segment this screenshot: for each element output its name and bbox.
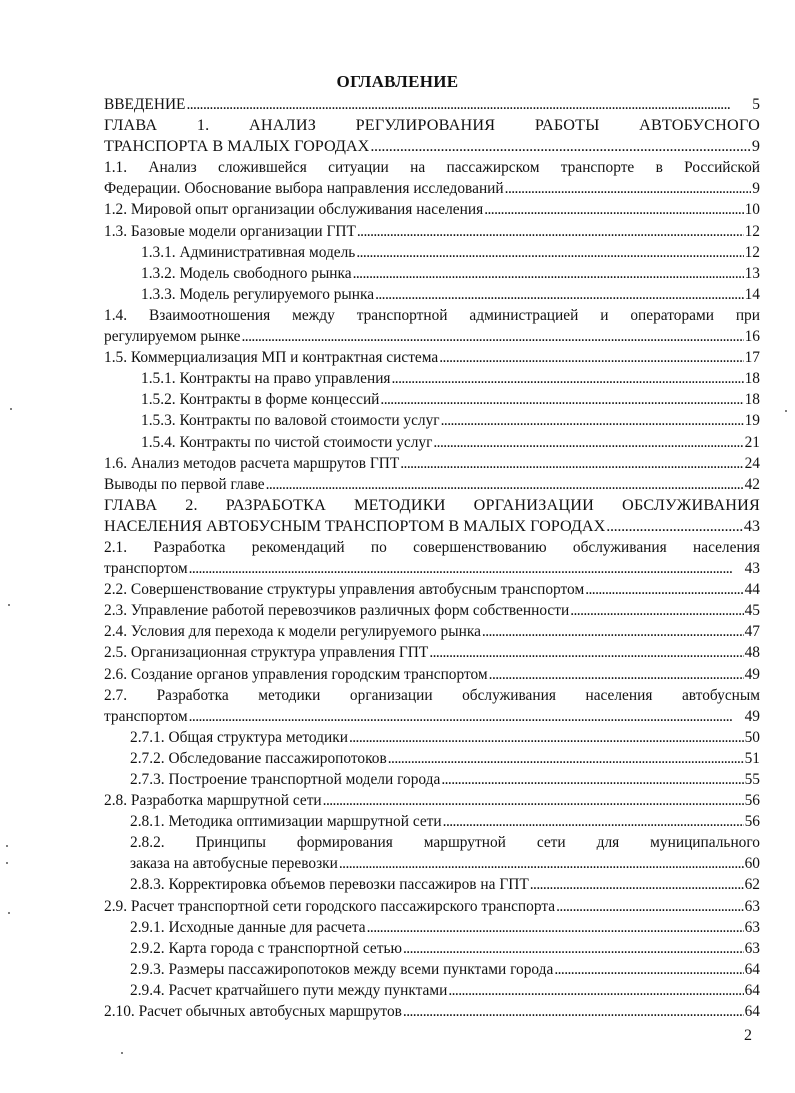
page-number: 2: [744, 1027, 752, 1044]
toc-entry-text: Выводы по первой главе: [104, 475, 265, 493]
toc-entry-text: 1.3.2. Модель свободного рынка: [141, 264, 352, 282]
toc-entry[interactable]: [104, 410, 760, 431]
toc-entry-text: 1.3.1. Административная модель: [141, 243, 356, 261]
toc-entry[interactable]: [104, 769, 760, 790]
toc-entry-text: 1.5.3. Контракты по валовой стоимости услуг: [141, 412, 440, 430]
toc-page-number: 18: [744, 391, 760, 409]
toc-entry-text: 1.5.2. Контракты в форме концессий: [141, 391, 380, 409]
toc-entry-text-line1: ГЛАВА 2. РАЗРАБОТКА МЕТОДИКИ ОРГАНИЗАЦИИ ОБСЛУЖИВАНИЯ: [104, 495, 760, 514]
toc-entry[interactable]: [104, 664, 760, 685]
toc-page-number: 56: [744, 813, 760, 831]
toc-page-number: 63: [744, 897, 760, 915]
toc-page-number: 60: [744, 855, 760, 873]
toc-entry[interactable]: [104, 621, 760, 642]
scan-speck: [10, 408, 12, 410]
toc-entry-text-line1: 1.1. Анализ сложившейся ситуации на пассажирском транспорте в Российской: [104, 159, 760, 177]
toc-page-number: 48: [744, 644, 760, 662]
toc-entry[interactable]: [104, 495, 760, 537]
scan-speck: [8, 912, 10, 914]
toc-entry-text: 2.9.2. Карта города с транспортной сетью: [130, 939, 402, 957]
table-of-contents: [104, 94, 760, 1022]
toc-entry[interactable]: [104, 685, 760, 727]
toc-page-number: 64: [744, 1003, 760, 1021]
toc-entry[interactable]: [104, 727, 760, 748]
toc-entry[interactable]: [104, 917, 760, 938]
toc-entry-text: 2.6. Создание органов управления городским транспортом: [104, 665, 488, 683]
toc-entry-text: 2.5. Организационная структура управления ГПТ: [104, 644, 429, 662]
toc-entry[interactable]: [104, 305, 760, 347]
toc-entry-text: 1.5.1. Контракты на право управления: [141, 370, 391, 388]
dot-leader: [380, 389, 743, 410]
toc-page-number: 64: [744, 981, 760, 999]
toc-page-number: 62: [744, 876, 760, 894]
dot-leader: [441, 410, 744, 431]
toc-entry[interactable]: [104, 221, 760, 242]
toc-entry-text: 2.9.3. Размеры пассажиропотоков между всеми пунктами города: [130, 960, 554, 978]
toc-page-number: 64: [744, 960, 760, 978]
toc-page-number: 49: [744, 707, 760, 725]
scan-speck: [6, 845, 8, 847]
toc-entry-text: 2.7.1. Общая структура методики: [130, 728, 348, 746]
toc-page-number: 56: [744, 792, 760, 810]
toc-entry-text: 2.9.4. Расчет кратчайшего пути между пунктами: [130, 981, 448, 999]
toc-entry-text: 1.5. Коммерциализация МП и контрактная система: [104, 349, 439, 367]
dot-leader: [585, 579, 743, 600]
toc-page-number: 19: [744, 412, 760, 430]
toc-entry-text: 1.3. Базовые модели организации ГПТ: [104, 222, 356, 240]
dot-leader: [489, 664, 744, 685]
toc-entry-text: 2.7.3. Построение транспортной модели города: [130, 771, 441, 788]
toc-entry[interactable]: [104, 284, 760, 305]
toc-entry-text: 2.2. Совершенствование структуры управления автобусным транспортом: [104, 581, 585, 599]
toc-entry-text: 1.2. Мировой опыт организации обслуживания населения: [104, 201, 484, 219]
toc-entry[interactable]: [104, 347, 760, 368]
toc-page-number: 51: [744, 749, 760, 767]
toc-entry[interactable]: [104, 389, 760, 410]
dot-leader: [367, 917, 744, 938]
toc-entry-text: ВВЕДЕНИЕ: [104, 96, 186, 113]
toc-page-number: 63: [744, 918, 760, 936]
dot-leader: [448, 980, 743, 1001]
toc-entry-text-line2: ТРАНСПОРТА В МАЛЫХ ГОРОДАХ: [104, 137, 370, 156]
toc-entry[interactable]: [104, 537, 760, 579]
toc-page-number: 42: [744, 475, 760, 493]
toc-entry-text-line2: НАСЕЛЕНИЯ АВТОБУСНЫМ ТРАНСПОРТОМ В МАЛЫХ ГОРОДАХ: [104, 516, 606, 535]
dot-leader: [353, 263, 744, 284]
toc-page-number: 13: [744, 264, 760, 282]
toc-entry[interactable]: [104, 832, 760, 874]
dot-leader: [606, 516, 743, 537]
dot-leader: [370, 136, 751, 157]
toc-entry[interactable]: [104, 600, 760, 621]
toc-page-number: 55: [744, 771, 760, 788]
dot-leader: [403, 1001, 744, 1022]
dot-leader: [484, 199, 743, 220]
dot-leader: [505, 178, 752, 199]
toc-entry[interactable]: [104, 94, 760, 115]
scan-speck: [6, 862, 8, 864]
toc-page-number: 49: [744, 665, 760, 683]
toc-page-number: 5: [752, 96, 760, 113]
toc-entry[interactable]: [104, 1001, 760, 1022]
dot-leader: [339, 853, 744, 874]
toc-entry[interactable]: [104, 157, 760, 199]
toc-page-number: 21: [744, 433, 760, 451]
toc-entry-text: 1.6. Анализ методов расчета маршрутов ГПТ: [104, 454, 400, 472]
dot-leader: [554, 959, 743, 980]
toc-page-number: 9: [752, 180, 760, 198]
toc-entry-text: 1.5.4. Контракты по чистой стоимости услуг: [141, 433, 433, 451]
toc-page-number: 63: [744, 939, 760, 957]
toc-entry[interactable]: [104, 368, 760, 389]
toc-page-number: 9: [751, 137, 760, 156]
toc-entry[interactable]: [104, 642, 760, 663]
dot-leader: [357, 221, 744, 242]
dot-leader: [400, 453, 743, 474]
toc-entry[interactable]: [104, 115, 760, 157]
toc-entry[interactable]: [104, 938, 760, 959]
dot-leader: [349, 727, 744, 748]
toc-entry-text: 2.8.3. Корректировка объемов перевозки пассажиров на ГПТ: [130, 876, 529, 894]
toc-entry-text: 1.3.3. Модель регулируемого рынка: [141, 285, 375, 303]
toc-page-number: 17: [744, 349, 760, 367]
dot-leader: [392, 368, 744, 389]
toc-entry[interactable]: [104, 980, 760, 1001]
toc-page-number: 24: [744, 454, 760, 472]
dot-leader: [441, 769, 743, 790]
toc-entry[interactable]: [104, 874, 760, 895]
dot-leader: [403, 938, 744, 959]
scan-speck: [8, 604, 10, 606]
toc-entry-text-line1: ГЛАВА 1. АНАЛИЗ РЕГУЛИРОВАНИЯ РАБОТЫ АВТОБУСНОГО: [104, 116, 760, 135]
toc-entry-text-line1: 1.4. Взаимоотношения между транспортной администрацией и операторами при: [104, 306, 760, 324]
toc-entry-text-line2: Федерации. Обоснование выбора направления исследований: [104, 180, 504, 198]
dot-leader: [429, 642, 743, 663]
toc-entry-text: 2.10. Расчет обычных автобусных маршрутов: [104, 1003, 402, 1021]
toc-page-number: 16: [744, 328, 760, 346]
toc-entry-text-line1: 2.7. Разработка методики организации обслуживания населения автобусным: [104, 686, 760, 704]
dot-leader: [356, 242, 743, 263]
dot-leader: [556, 896, 744, 917]
toc-page-number: 12: [744, 222, 760, 240]
scan-speck: [121, 1052, 123, 1054]
toc-entry-text: 2.4. Условия для перехода к модели регулируемого рынка: [104, 623, 481, 641]
toc-entry-text: 2.9.1. Исходные данные для расчета: [130, 918, 366, 936]
toc-page-number: 10: [744, 201, 760, 219]
dot-leader: [189, 558, 744, 579]
toc-entry-text-line1: 2.1. Разработка рекомендаций по совершенствованию обслуживания населения: [104, 538, 760, 556]
dot-leader: [242, 326, 744, 347]
toc-entry[interactable]: [104, 896, 760, 917]
dot-leader: [375, 284, 744, 305]
toc-entry-text: 2.7.2. Обследование пассажиропотоков: [130, 749, 387, 767]
dot-leader: [433, 432, 743, 453]
toc-entry-text-line2: транспортом: [104, 560, 188, 578]
toc-entry[interactable]: [104, 959, 760, 980]
dot-leader: [323, 790, 744, 811]
toc-entry[interactable]: [104, 474, 760, 495]
toc-entry-text: 2.8. Разработка маршрутной сети: [104, 792, 322, 810]
dot-leader: [482, 621, 744, 642]
toc-entry[interactable]: [104, 453, 760, 474]
dot-leader: [530, 874, 744, 895]
toc-page-number: 50: [744, 728, 760, 746]
dot-leader: [266, 474, 744, 495]
toc-entry-text: 2.3. Управление работой перевозчиков различных форм собственности: [104, 602, 570, 620]
dot-leader: [189, 706, 744, 727]
toc-entry[interactable]: [104, 242, 760, 263]
toc-page-number: 47: [744, 623, 760, 641]
toc-page-number: 43: [743, 516, 760, 535]
toc-page-number: 44: [744, 581, 760, 599]
toc-entry-text-line2: транспортом: [104, 707, 188, 725]
toc-page-number: 43: [744, 560, 760, 578]
toc-entry[interactable]: [104, 811, 760, 832]
dot-leader: [443, 811, 744, 832]
toc-entry[interactable]: [104, 263, 760, 284]
toc-page-number: 14: [744, 285, 760, 303]
dot-leader: [186, 94, 751, 115]
scan-speck: [785, 410, 787, 412]
toc-entry[interactable]: [104, 790, 760, 811]
toc-entry-text: 2.9. Расчет транспортной сети городского пассажирского транспорта: [104, 897, 556, 915]
toc-entry-text-line2: заказа на автобусные перевозки: [130, 855, 338, 873]
toc-page-number: 12: [744, 243, 760, 261]
toc-entry[interactable]: [104, 199, 760, 220]
toc-page-number: 18: [744, 370, 760, 388]
toc-entry-text-line1: 2.8.2. Принципы формирования маршрутной сети для муниципального: [130, 834, 760, 852]
dot-leader: [439, 347, 743, 368]
toc-entry[interactable]: [104, 432, 760, 453]
page-title: ОГЛАВЛЕНИЕ: [336, 72, 459, 91]
dot-leader: [388, 748, 744, 769]
toc-entry[interactable]: [104, 579, 760, 600]
toc-entry-text-line2: регулируемом рынке: [104, 328, 241, 346]
toc-page-number: 45: [744, 602, 760, 620]
toc-entry-text: 2.8.1. Методика оптимизации маршрутной сети: [130, 813, 442, 831]
dot-leader: [570, 600, 743, 621]
toc-entry[interactable]: [104, 748, 760, 769]
